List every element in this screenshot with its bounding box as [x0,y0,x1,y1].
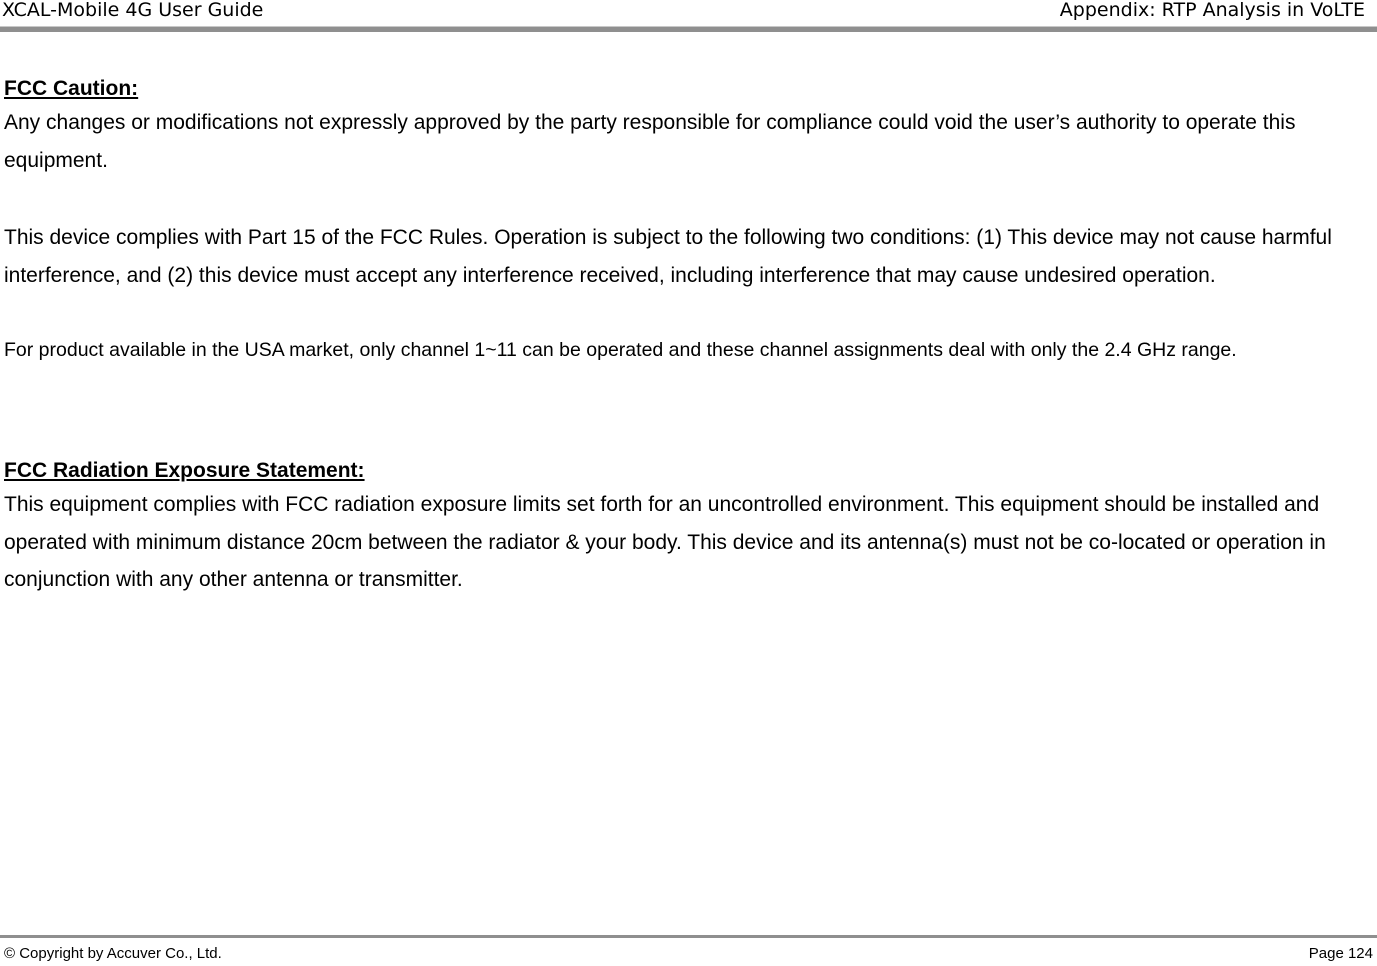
page-header [0,0,1377,24]
page-content [4,74,1364,599]
footer-divider [0,935,1377,938]
fcc-radiation-heading: FCC Radiation Exposure Statement: [4,459,365,482]
fcc-radiation-paragraph-1: This equipment complies with FCC radiation exposure limits set forth for an uncontrolled environment. This equipment should be installed and operated with minimum distance 20cm between the radiator & your body. This device and its antenna(s) must not be co-located or operation in conjunction with any other antenna or transmitter. [4,493,1326,591]
page-number: Page 124 [1308,945,1373,962]
fcc-caution-paragraph-2: This device complies with Part 15 of the FCC Rules. Operation is subject to the following two conditions: (1) This device may not cause harmful interference, and (2) this device must accept any interference received, including interference that may cause undesired operation. [4,226,1332,287]
header-divider [0,26,1377,32]
fcc-caution-heading: FCC Caution: [4,77,139,100]
section-title: Appendix: RTP Analysis in VoLTE [1059,0,1365,21]
fcc-caution-paragraph-1: Any changes or modifications not expressly approved by the party responsible for compliance could void the user’s authority to operate this equipment. [4,111,1296,172]
document-title: XCAL-Mobile 4G User Guide [2,0,264,21]
copyright-text: © Copyright by Accuver Co., Ltd. [4,945,222,962]
section-spacer [4,370,1364,456]
paragraph-spacer [4,294,1364,330]
paragraph-spacer [4,179,1364,219]
fcc-caution-paragraph-3: For product available in the USA market, only channel 1~11 can be operated and these channel assignments deal with only the 2.4 GHz range. [4,339,1237,361]
